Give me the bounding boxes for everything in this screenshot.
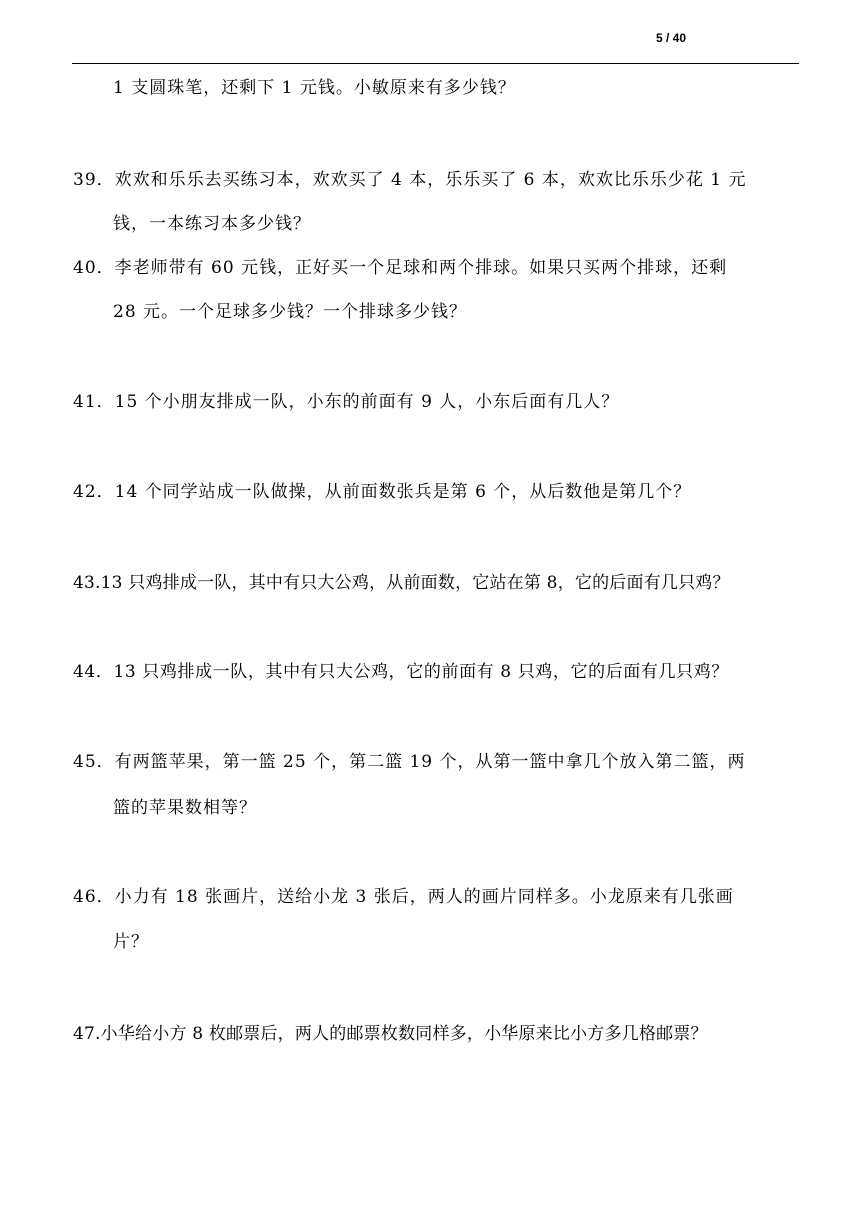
problem-number: 41． xyxy=(73,392,115,412)
problem-40-line-1 xyxy=(73,256,727,280)
problem-number: 43. xyxy=(73,573,101,593)
problem-number: 44． xyxy=(73,662,114,682)
problem-43-line-1 xyxy=(73,571,730,595)
problem-number: 47. xyxy=(73,1024,101,1044)
problem-46-line-2: 片？ xyxy=(113,932,149,952)
problem-45-line-1 xyxy=(73,750,746,774)
problem-39-line-2: 钱，一本练习本多少钱？ xyxy=(113,214,311,234)
problem-text: 15 个小朋友排成一队，小东的前面有 9 人，小东后面有几人？ xyxy=(114,392,620,412)
problem-text: 欢欢和乐乐去买练习本，欢欢买了 4 本，乐乐买了 6 本，欢欢比乐乐少花 1 元 xyxy=(114,170,747,190)
problem-46-line-1 xyxy=(73,885,734,909)
problem-text: 小华给小方 8 枚邮票后，两人的邮票枚数同样多，小华原来比小方多几格邮票？ xyxy=(100,1024,708,1044)
problem-number: 40． xyxy=(73,258,115,278)
problem-number: 46． xyxy=(73,887,115,907)
problem-text: 13 只鸡排成一队，其中有只大公鸡，从前面数，它站在第 8，它的后面有几只鸡？ xyxy=(100,573,730,593)
problem-42-line-1 xyxy=(73,480,691,504)
problem-number: 45． xyxy=(73,752,115,772)
problem-40-line-2: 28 元。一个足球多少钱？一个排球多少钱？ xyxy=(113,302,468,322)
problem-text: 小力有 18 张画片，送给小龙 3 张后，两人的画片同样多。小龙原来有几张画 xyxy=(114,887,734,907)
problem-text: 14 个同学站成一队做操，从前面数张兵是第 6 个，从后数他是第几个？ xyxy=(114,482,692,502)
problem-39-line-1 xyxy=(73,168,747,192)
problem-38-line-2: 1 支圆珠笔，还剩下 1 元钱。小敏原来有多少钱？ xyxy=(113,78,516,98)
problem-number: 42． xyxy=(73,482,115,502)
problem-44-line-1 xyxy=(73,660,729,684)
page-number: 5 / 40 xyxy=(656,31,687,45)
problem-41-line-1 xyxy=(73,390,619,414)
problem-47-line-1 xyxy=(73,1022,708,1046)
problem-text: 13 只鸡排成一队，其中有只大公鸡，它的前面有 8 只鸡，它的后面有几只鸡？ xyxy=(113,662,729,682)
header-rule xyxy=(72,63,799,64)
problem-text: 李老师带有 60 元钱，正好买一个足球和两个排球。如果只买两个排球，还剩 xyxy=(114,258,728,278)
problem-text: 有两篮苹果，第一篮 25 个，第二篮 19 个，从第一篮中拿几个放入第二篮，两 xyxy=(114,752,746,772)
problem-45-line-2: 篮的苹果数相等？ xyxy=(113,798,257,818)
problem-number: 39． xyxy=(73,170,115,190)
